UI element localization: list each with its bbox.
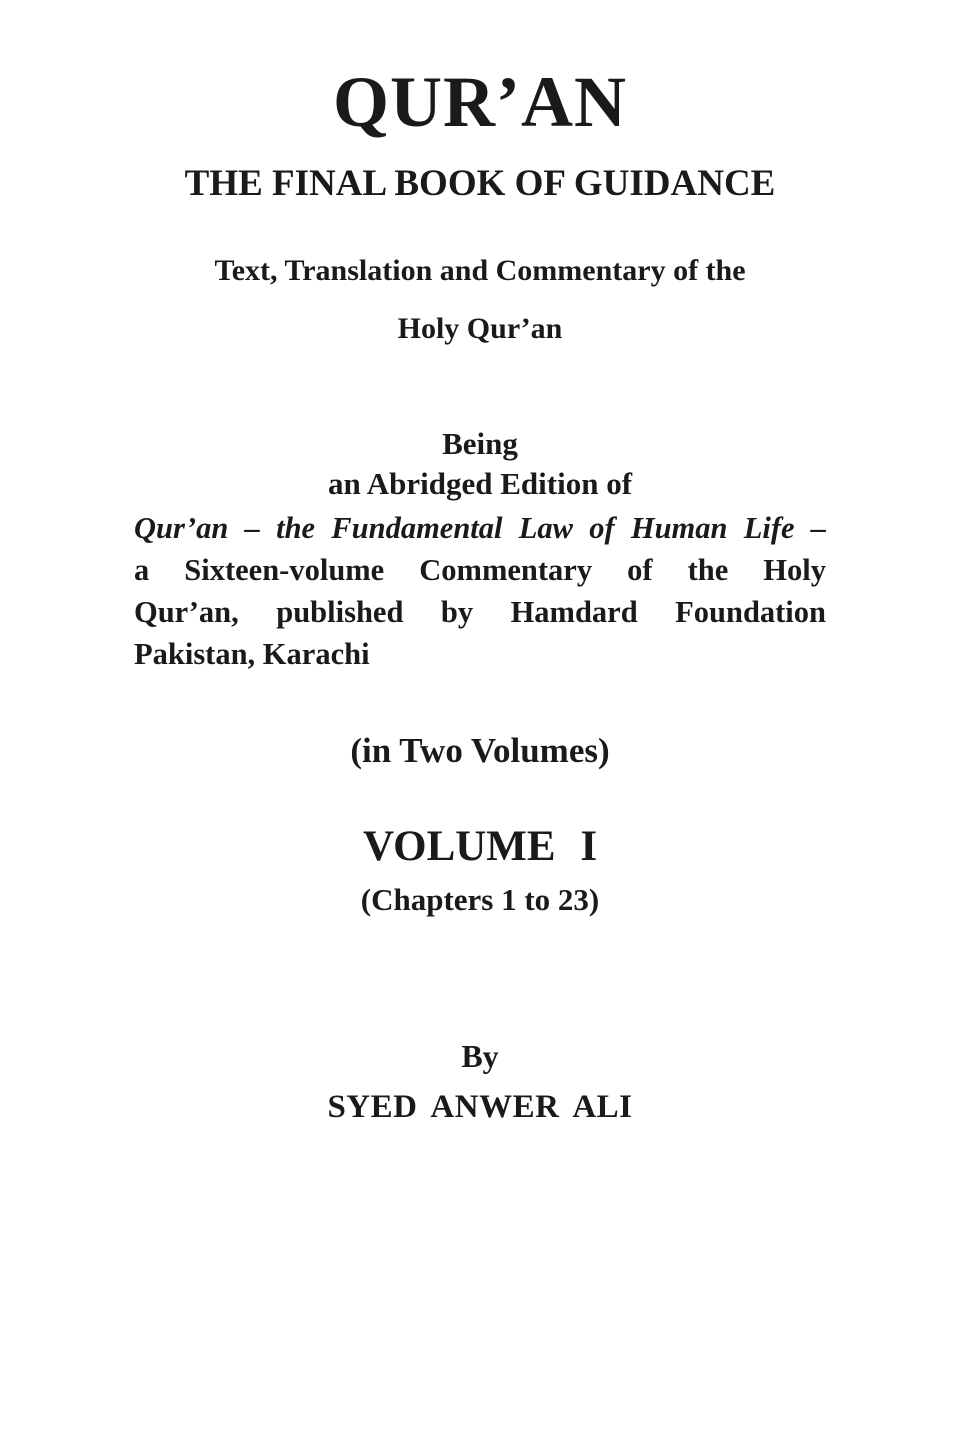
source-work-paragraph <box>134 507 826 675</box>
source-work-line-2: a Sixteen-volume Commentary of the Holy <box>134 553 826 587</box>
book-subtitle: THE FINAL BOOK OF GUIDANCE <box>184 163 776 204</box>
volumes-note: (in Two Volumes) <box>350 731 610 770</box>
description-line-1: Text, Translation and Commentary of the <box>214 254 746 287</box>
author-name: SYED ANWER ALI <box>327 1089 633 1125</box>
source-work-line-3: Qur’an, published by Hamdard Foundation <box>134 595 826 629</box>
abridged-edition-label: an Abridged Edition of <box>327 466 633 501</box>
source-work-title: Qur’an – the Fundamental Law of Human Life – <box>134 511 826 545</box>
volume-number: VOLUME I <box>362 823 598 870</box>
by-label: By <box>461 1038 499 1074</box>
source-work-line-4: Pakistan, Karachi <box>134 637 370 671</box>
chapters-range: (Chapters 1 to 23) <box>360 882 600 917</box>
book-title: QUR’AN <box>333 62 627 142</box>
description-line-2: Holy Qur’an <box>397 312 563 345</box>
being-label: Being <box>442 426 518 461</box>
